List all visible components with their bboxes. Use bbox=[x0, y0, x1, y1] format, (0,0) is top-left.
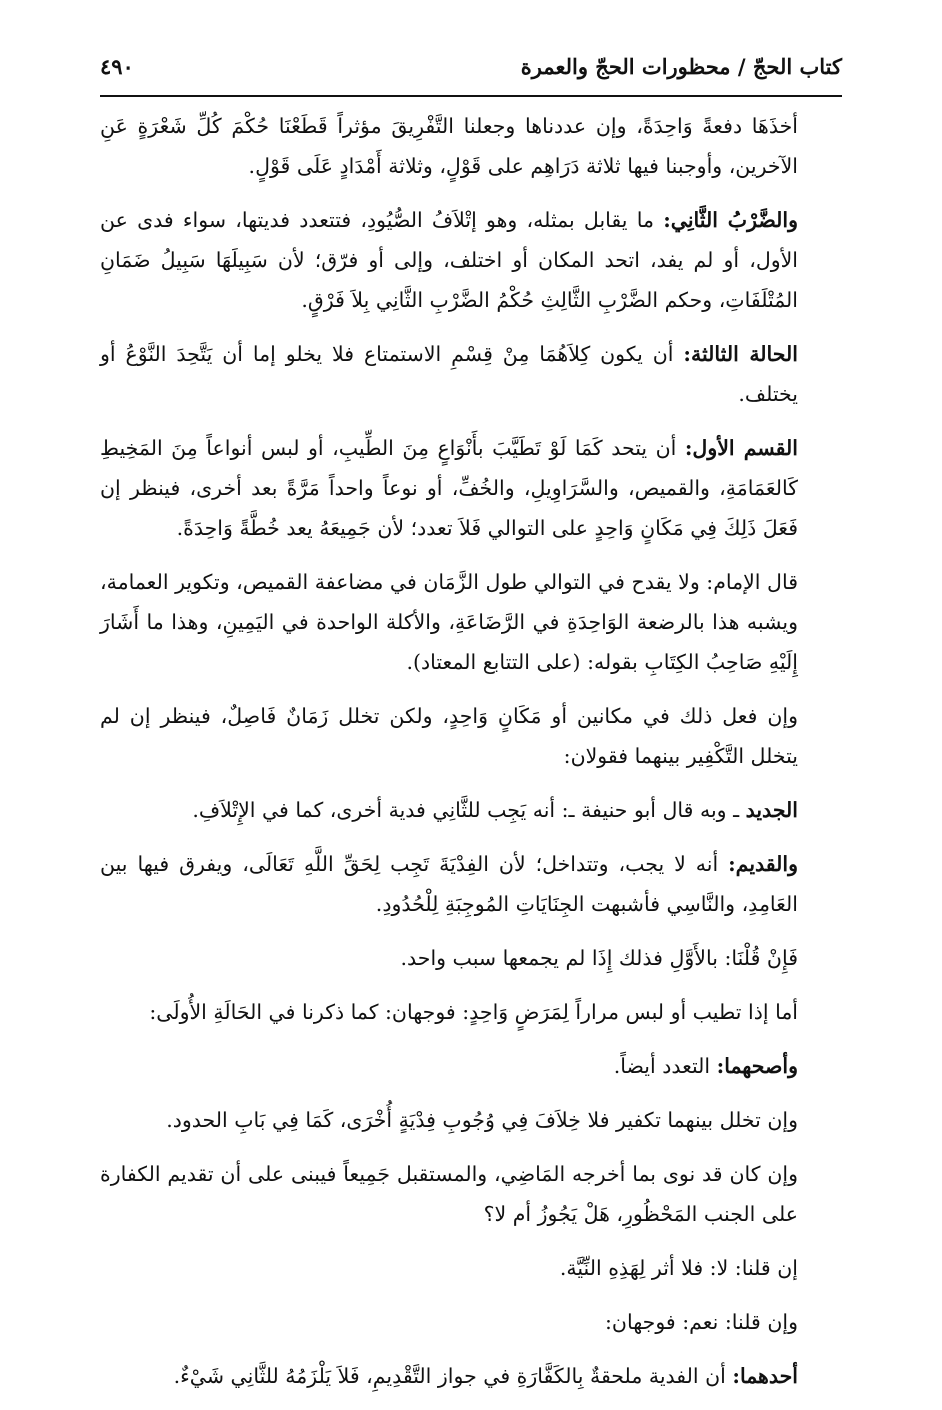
paragraph-text: أنه لا يجب، وتتداخل؛ لأن الفِدْيَةَ تَجِب لِحَقِّ اللَّهِ تَعَالَى، ويفرق فيها بين العَامِدِ، والنَّاسِي فأشبهت الجِنَايَاتِ المُوجِبَةِ لِلْحُدُودِ. bbox=[100, 852, 798, 916]
paragraph-lead: الحالة الثالثة: bbox=[683, 342, 798, 366]
paragraph-10 bbox=[100, 992, 842, 1032]
paragraph-5 bbox=[100, 562, 842, 682]
running-header bbox=[100, 48, 842, 84]
paragraph-text: فَإِنْ قُلْنَا: بالأَوَّلِ فذلك إِذَا لم يجمعها سبب واحد. bbox=[400, 946, 798, 970]
paragraph-text: وإن كان قد نوى بما أخرجه المَاضِي، والمستقبل جَمِيعاً فيبنى على أن تقديم الكفارة على الجنب المَحْظُورِ، هَلْ يَجُوزُ أم لا؟ bbox=[100, 1162, 798, 1226]
paragraph-text: وإن تخلل بينهما تكفير فلا خِلاَفَ فِي وُجُوبِ فِدْيَةٍ أُخْرَى، كَمَا فِي بَابِ الحدود. bbox=[166, 1108, 798, 1132]
running-title: كتاب الحجّ / محظورات الحجّ والعمرة bbox=[520, 53, 842, 79]
paragraph-text: ـ وبه قال أبو حنيفة ـ: أنه يَجِب للثَّانِي فدية أخرى، كما في الإِتْلاَفِ. bbox=[192, 798, 746, 822]
paragraph-text: أن يكون كِلاَهُمَا مِنْ قِسْمِ الاستمتاع فلا يخلو إما أن يَتَّحِدَ النَّوْعُ أو يختلف. bbox=[100, 342, 798, 406]
paragraph-lead: والقديم: bbox=[728, 852, 798, 876]
paragraph-lead: وأصحهما: bbox=[716, 1054, 798, 1078]
paragraph-text: أن الفدية ملحقةٌ بِالكَفَّارَةِ في جواز التَّقْدِيمِ، فَلاَ يَلْزَمُهُ للثَّانِي شَيْءٌ. bbox=[173, 1364, 733, 1388]
paragraph-16 bbox=[100, 1356, 842, 1396]
paragraph-lead: أحدهما: bbox=[732, 1364, 798, 1388]
paragraph-15 bbox=[100, 1302, 842, 1342]
page-body bbox=[100, 106, 842, 1410]
paragraph-11 bbox=[100, 1046, 842, 1086]
paragraph-text: التعدد أيضاً. bbox=[613, 1054, 717, 1078]
paragraph-13 bbox=[100, 1154, 842, 1234]
paragraph-12 bbox=[100, 1100, 842, 1140]
paragraph-text: وإن قلنا: نعم: فوجهان: bbox=[605, 1310, 798, 1334]
paragraph-lead: القسم الأول: bbox=[684, 436, 798, 460]
paragraph-text: ما يقابل بمثله، وهو إتْلاَفُ الصُّيُودِ، فتتعدد فديتها، سواء فدى عن الأول، أو لم يفد، اتحد المكان أو اختلف، وإلى أو فرّق؛ لأن سَبِيلَهَا سَبِيلُ ضَمَانِ المُتْلَفَاتِ، وحكم الضَّرْبِ الثَّالِثِ حُكْمُ الضَّرْبِ الثَّانِي بِلاَ فَرْقٍ. bbox=[100, 208, 798, 312]
page-number: ٤٩٠ bbox=[100, 53, 134, 79]
paragraph-text: إن قلنا: لا: فلا أثر لِهَذِهِ النِّيَّة. bbox=[559, 1256, 798, 1280]
paragraph-6 bbox=[100, 696, 842, 776]
paragraph-lead: الجديد bbox=[745, 798, 798, 822]
paragraph-3 bbox=[100, 334, 842, 414]
paragraph-9 bbox=[100, 938, 842, 978]
paragraph-text: أخذَهَا دفعةً وَاحِدَةً، وإن عددناها وجعلنا التَّفْرِيقَ مؤثراً قَطَعْنَا حُكْمَ كُلِّ شَعْرَةٍ عَنِ الآخرين، وأوجبنا فيها ثلاثة دَرَاهِم على قَوْلٍ، وثلاثة أَمْدَادٍ عَلَى قَوْلٍ. bbox=[100, 114, 798, 178]
paragraph-7 bbox=[100, 790, 842, 830]
paragraph-lead: والضَّرْبُ الثَّانِي: bbox=[663, 208, 799, 232]
paragraph-text: قال الإمام: ولا يقدح في التوالي طول الزَّمَان في مضاعفة القميص، وتكوير العمامة، ويشبه هذا بالرضعة الوَاحِدَةِ في الرَّضَاعَةِ، والأكلة الواحدة في اليَمِينِ، وهذا ما أَشَارَ إِلَيْهِ صَاحِبُ الكِتَابِ بقوله: (على التتابع المعتاد). bbox=[100, 570, 798, 674]
paragraph-8 bbox=[100, 844, 842, 924]
paragraph-text: أن يتحد كَمَا لَوْ تَطَيَّبَ بأَنْوَاعٍ مِنَ الطِّيبِ، أو لبس أنواعاً مِنَ المَخِيطِ كَالعَمَامَةِ، والقميص، والسَّرَاوِيلِ، والخُفِّ، أو نوعاً واحداً مَرَّةً بعد أخرى، فينظر إن فَعَلَ ذَلِكَ فِي مَكَانٍ وَاحِدٍ على التوالي فَلاَ تعدد؛ لأن جَمِيعَهُ يعد خُطَّةً وَاحِدَةً. bbox=[100, 436, 798, 540]
paragraph-text: وإن فعل ذلك في مكانين أو مَكَانٍ وَاحِدٍ، ولكن تخلل زَمَانٌ فَاصِلٌ، فينظر إن لم يتخلل التَّكْفِير بينهما فقولان: bbox=[100, 704, 798, 768]
paragraph-4 bbox=[100, 428, 842, 548]
paragraph-2 bbox=[100, 200, 842, 320]
header-divider bbox=[100, 95, 842, 97]
paragraph-text: أما إذا تطيب أو لبس مراراً لِمَرَضٍ وَاحِدٍ: فوجهان: كما ذكرنا في الحَالَةِ الأُولَى: bbox=[149, 1000, 798, 1024]
paragraph-14 bbox=[100, 1248, 842, 1288]
paragraph-1 bbox=[100, 106, 842, 186]
